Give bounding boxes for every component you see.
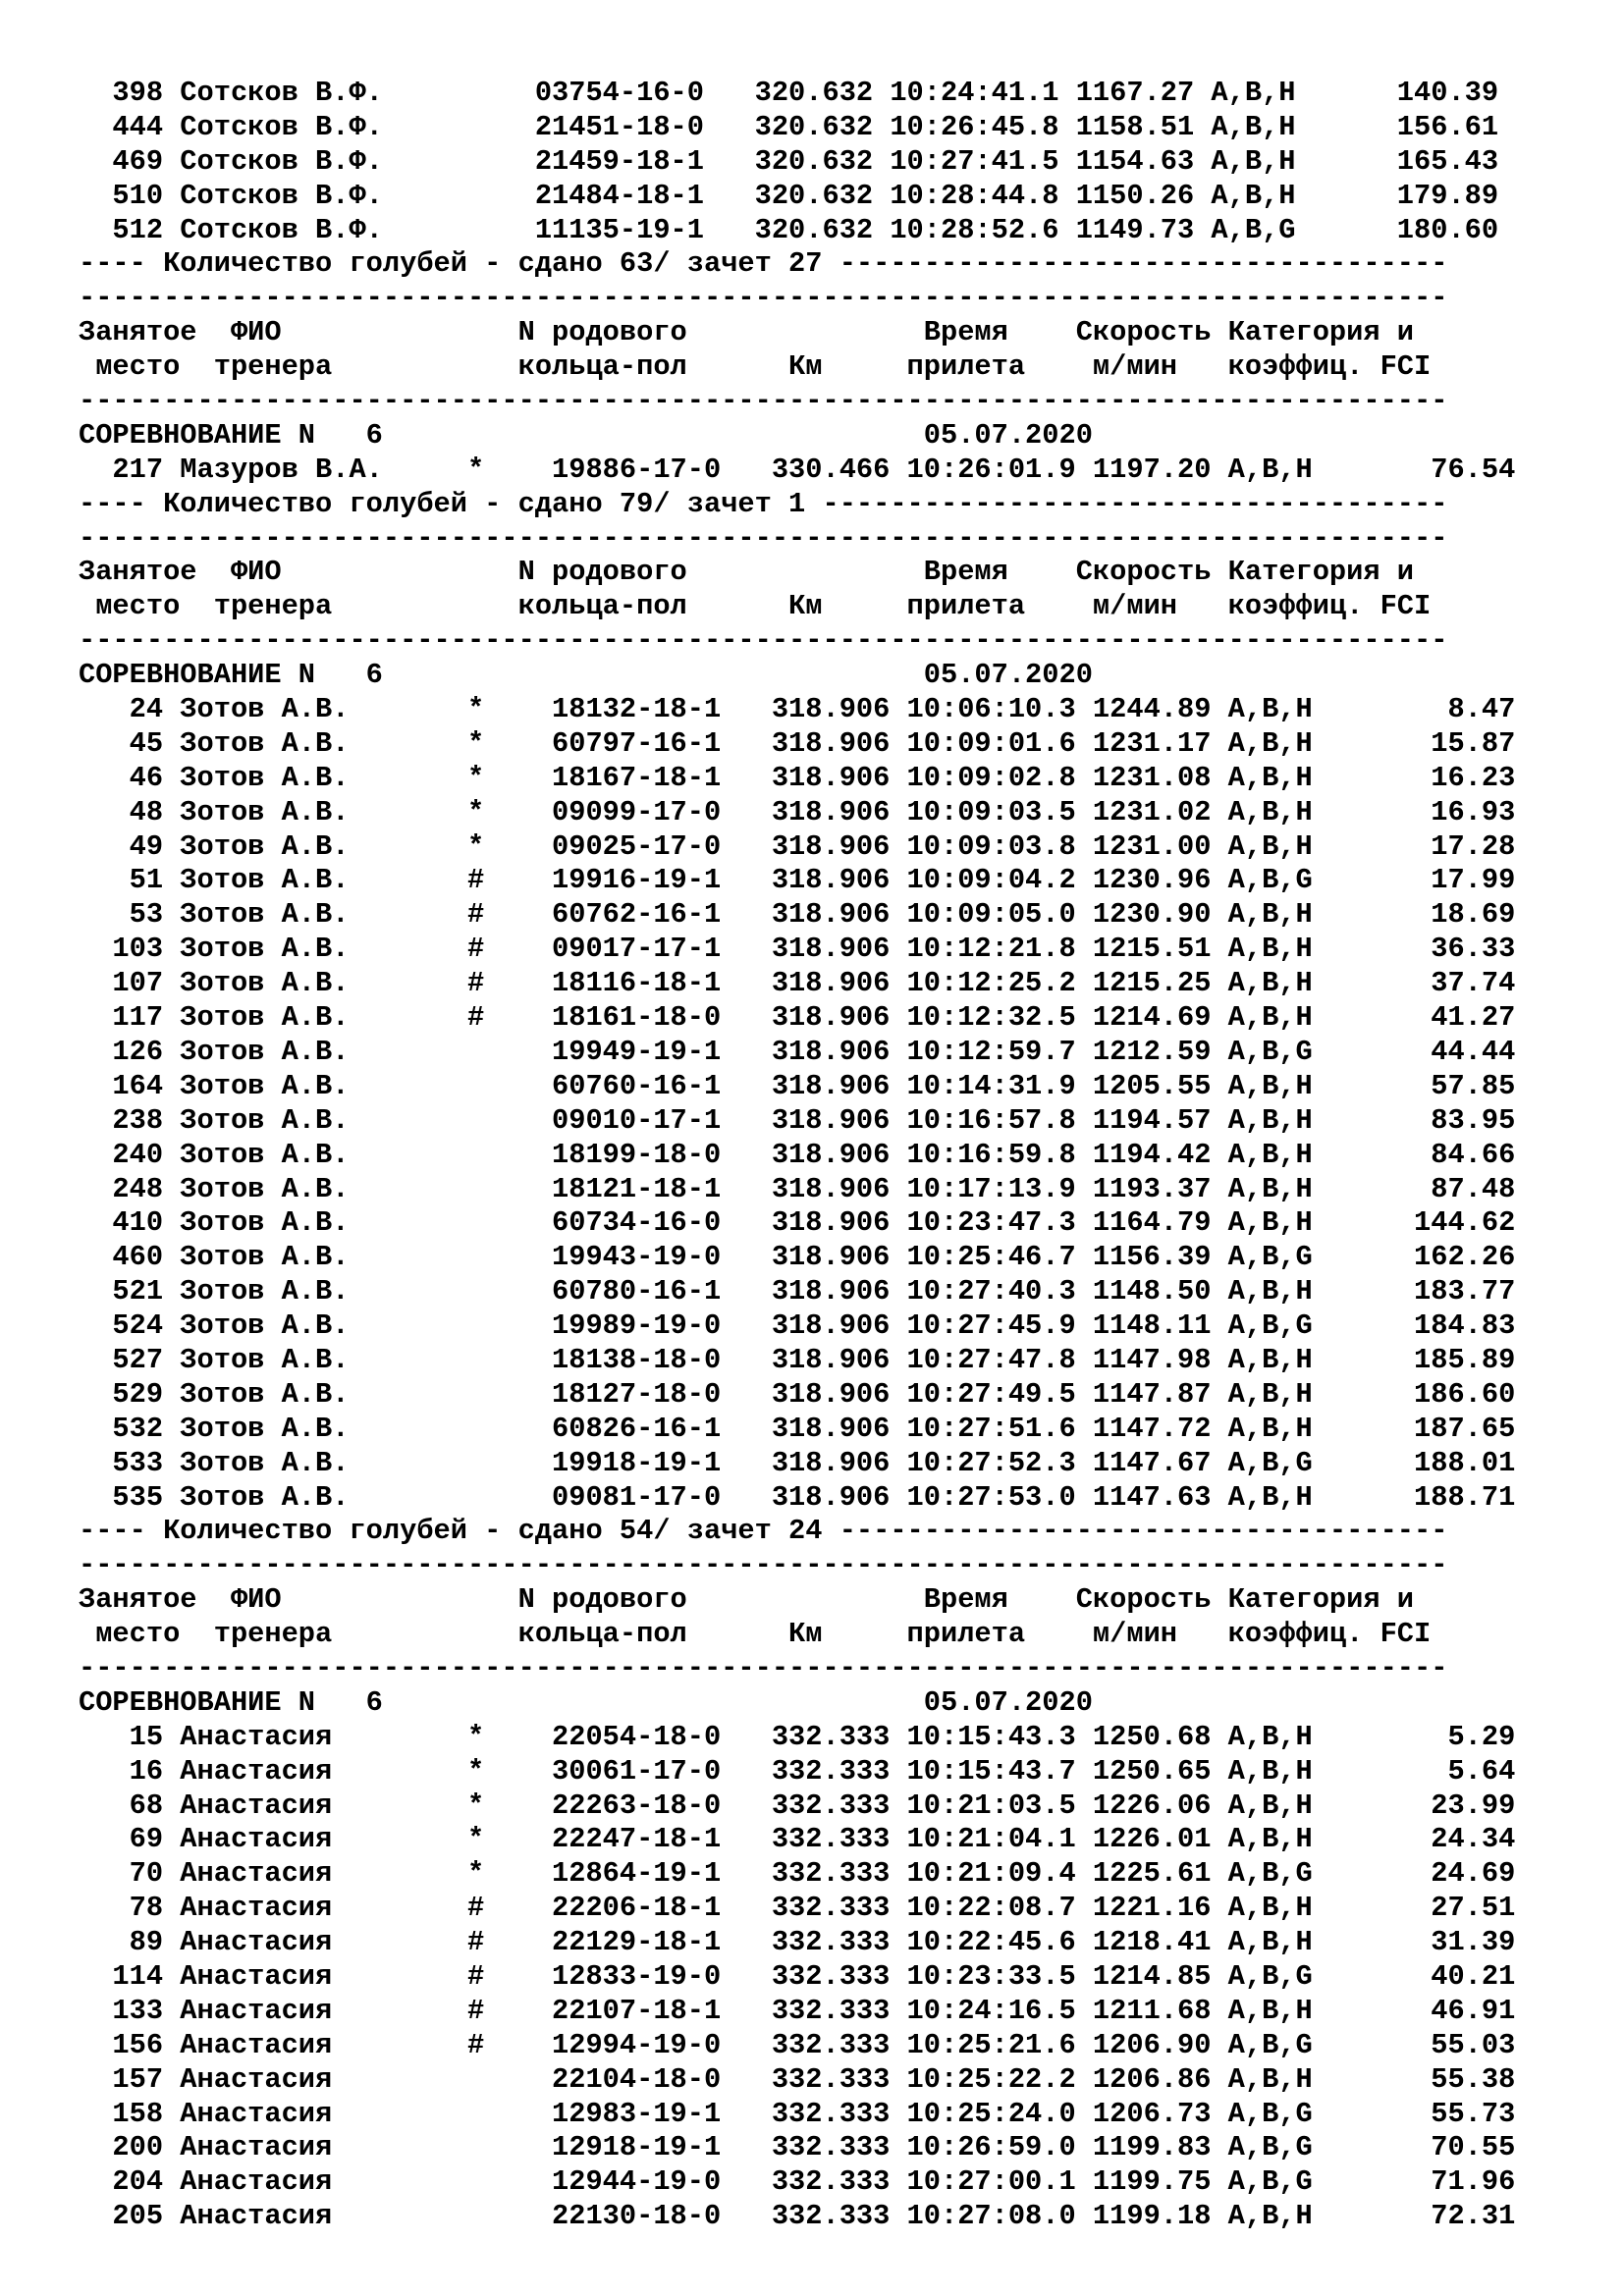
- text-line: СОРЕВНОВАНИЕ N 6 05.07.2020: [79, 659, 1093, 692]
- text-line: место тренера кольца-пол Км прилета м/мин коэффиц. FCI: [79, 1618, 1432, 1651]
- text-line: 512 Сотсков В.Ф. 11135-19-1 320.632 10:28:52.6 1149.73 A,B,G 180.60: [79, 213, 1499, 246]
- text-line: 156 Анастасия # 12994-19-0 332.333 10:25:21.6 1206.90 A,B,G 55.03: [79, 2028, 1516, 2061]
- text-line: 103 Зотов А.В. # 09017-17-1 318.906 10:12:21.8 1215.51 A,B,H 36.33: [79, 933, 1516, 966]
- text-line: 532 Зотов А.В. 60826-16-1 318.906 10:27:51.6 1147.72 A,B,H 187.65: [79, 1412, 1516, 1445]
- text-line: Занятое ФИО N родового Время Скорость Категория и: [79, 316, 1415, 349]
- text-line: 204 Анастасия 12944-19-0 332.333 10:27:00.1 1199.75 A,B,G 71.96: [79, 2165, 1516, 2199]
- text-line: 533 Зотов А.В. 19918-19-1 318.906 10:27:52.3 1147.67 A,B,G 188.01: [79, 1446, 1516, 1479]
- text-line: 117 Зотов А.В. # 18161-18-0 318.906 10:12:32.5 1214.69 A,B,H 41.27: [79, 1001, 1516, 1035]
- text-line: 49 Зотов А.В. * 09025-17-0 318.906 10:09:03.8 1231.00 A,B,H 17.28: [79, 829, 1516, 863]
- text-line: 15 Анастасия * 22054-18-0 332.333 10:15:43.3 1250.68 A,B,H 5.29: [79, 1720, 1516, 1753]
- text-line: место тренера кольца-пол Км прилета м/мин коэффиц. FCI: [79, 590, 1432, 623]
- text-line: место тренера кольца-пол Км прилета м/мин коэффиц. FCI: [79, 350, 1432, 384]
- text-line: 51 Зотов А.В. # 19916-19-1 318.906 10:09:04.2 1230.96 A,B,G 17.99: [79, 864, 1516, 897]
- text-line: 157 Анастасия 22104-18-0 332.333 10:25:22.2 1206.86 A,B,H 55.38: [79, 2062, 1516, 2096]
- text-line: 469 Сотсков В.Ф. 21459-18-1 320.632 10:27:41.5 1154.63 A,B,H 165.43: [79, 144, 1499, 178]
- text-line: 444 Сотсков В.Ф. 21451-18-0 320.632 10:26:45.8 1158.51 A,B,H 156.61: [79, 110, 1499, 143]
- text-line: 133 Анастасия # 22107-18-1 332.333 10:24:16.5 1211.68 A,B,H 46.91: [79, 1994, 1516, 2027]
- text-line: 48 Зотов А.В. * 09099-17-0 318.906 10:09:03.5 1231.02 A,B,H 16.93: [79, 795, 1516, 828]
- text-line: 535 Зотов А.В. 09081-17-0 318.906 10:27:53.0 1147.63 A,B,H 188.71: [79, 1480, 1516, 1514]
- text-line: СОРЕВНОВАНИЕ N 6 05.07.2020: [79, 1685, 1093, 1719]
- text-line: ---------------------------------------------------------------------------------: [79, 624, 1448, 658]
- text-line: 68 Анастасия * 22263-18-0 332.333 10:21:03.5 1226.06 A,B,H 23.99: [79, 1789, 1516, 1822]
- text-line: ---- Количество голубей - сдано 54/ зачет 24 ------------------------------------: [79, 1515, 1448, 1548]
- text-line: 527 Зотов А.В. 18138-18-0 318.906 10:27:47.8 1147.98 A,B,H 185.89: [79, 1343, 1516, 1376]
- text-line: Занятое ФИО N родового Время Скорость Категория и: [79, 1583, 1415, 1617]
- text-line: 70 Анастасия * 12864-19-1 332.333 10:21:09.4 1225.61 A,B,G 24.69: [79, 1857, 1516, 1891]
- text-line: 460 Зотов А.В. 19943-19-0 318.906 10:25:46.7 1156.39 A,B,G 162.26: [79, 1241, 1516, 1274]
- text-line: 410 Зотов А.В. 60734-16-0 318.906 10:23:47.3 1164.79 A,B,H 144.62: [79, 1206, 1516, 1240]
- text-line: ---------------------------------------------------------------------------------: [79, 385, 1448, 418]
- text-line: 164 Зотов А.В. 60760-16-1 318.906 10:14:31.9 1205.55 A,B,H 57.85: [79, 1069, 1516, 1102]
- text-line: ---------------------------------------------------------------------------------: [79, 521, 1448, 555]
- text-line: 107 Зотов А.В. # 18116-18-1 318.906 10:12:25.2 1215.25 A,B,H 37.74: [79, 967, 1516, 1000]
- text-line: 524 Зотов А.В. 19989-19-0 318.906 10:27:45.9 1148.11 A,B,G 184.83: [79, 1309, 1516, 1343]
- text-line: 46 Зотов А.В. * 18167-18-1 318.906 10:09:02.8 1231.08 A,B,H 16.23: [79, 761, 1516, 794]
- text-line: 248 Зотов А.В. 18121-18-1 318.906 10:17:13.9 1193.37 A,B,H 87.48: [79, 1172, 1516, 1205]
- text-line: 200 Анастасия 12918-19-1 332.333 10:26:59.0 1199.83 A,B,G 70.55: [79, 2131, 1516, 2164]
- text-line: 529 Зотов А.В. 18127-18-0 318.906 10:27:49.5 1147.87 A,B,H 186.60: [79, 1377, 1516, 1411]
- text-line: 16 Анастасия * 30061-17-0 332.333 10:15:43.7 1250.65 A,B,H 5.64: [79, 1754, 1516, 1788]
- text-line: 510 Сотсков В.Ф. 21484-18-1 320.632 10:28:44.8 1150.26 A,B,H 179.89: [79, 179, 1499, 212]
- text-line: ---- Количество голубей - сдано 79/ зачет 1 -------------------------------------: [79, 487, 1448, 520]
- text-line: 53 Зотов А.В. # 60762-16-1 318.906 10:09:05.0 1230.90 A,B,H 18.69: [79, 898, 1516, 932]
- text-line: 217 Мазуров В.А. * 19886-17-0 330.466 10:26:01.9 1197.20 A,B,H 76.54: [79, 453, 1516, 486]
- text-line: ---- Количество голубей - сдано 63/ зачет 27 ------------------------------------: [79, 247, 1448, 281]
- text-line: 126 Зотов А.В. 19949-19-1 318.906 10:12:59.7 1212.59 A,B,G 44.44: [79, 1035, 1516, 1068]
- text-line: 89 Анастасия # 22129-18-1 332.333 10:22:45.6 1218.41 A,B,H 31.39: [79, 1926, 1516, 1959]
- text-line: 114 Анастасия # 12833-19-0 332.333 10:23:33.5 1214.85 A,B,G 40.21: [79, 1959, 1516, 1993]
- text-line: 69 Анастасия * 22247-18-1 332.333 10:21:04.1 1226.01 A,B,H 24.34: [79, 1823, 1516, 1856]
- text-line: ---------------------------------------------------------------------------------: [79, 282, 1448, 315]
- text-line: ---------------------------------------------------------------------------------: [79, 1549, 1448, 1582]
- text-line: 24 Зотов А.В. * 18132-18-1 318.906 10:06:10.3 1244.89 A,B,H 8.47: [79, 693, 1516, 726]
- text-line: СОРЕВНОВАНИЕ N 6 05.07.2020: [79, 418, 1093, 452]
- text-line: 205 Анастасия 22130-18-0 332.333 10:27:08.0 1199.18 A,B,H 72.31: [79, 2200, 1516, 2233]
- text-line: 521 Зотов А.В. 60780-16-1 318.906 10:27:40.3 1148.50 A,B,H 183.77: [79, 1275, 1516, 1308]
- text-line: ---------------------------------------------------------------------------------: [79, 1651, 1448, 1684]
- text-line: 45 Зотов А.В. * 60797-16-1 318.906 10:09:01.6 1231.17 A,B,H 15.87: [79, 726, 1516, 760]
- text-line: Занятое ФИО N родового Время Скорость Категория и: [79, 556, 1415, 589]
- text-line: 78 Анастасия # 22206-18-1 332.333 10:22:08.7 1221.16 A,B,H 27.51: [79, 1892, 1516, 1925]
- text-line: 238 Зотов А.В. 09010-17-1 318.906 10:16:57.8 1194.57 A,B,H 83.95: [79, 1103, 1516, 1137]
- text-line: 240 Зотов А.В. 18199-18-0 318.906 10:16:59.8 1194.42 A,B,H 84.66: [79, 1138, 1516, 1171]
- text-line: 398 Сотсков В.Ф. 03754-16-0 320.632 10:24:41.1 1167.27 A,B,H 140.39: [79, 77, 1499, 109]
- text-line: 158 Анастасия 12983-19-1 332.333 10:25:24.0 1206.73 A,B,G 55.73: [79, 2097, 1516, 2130]
